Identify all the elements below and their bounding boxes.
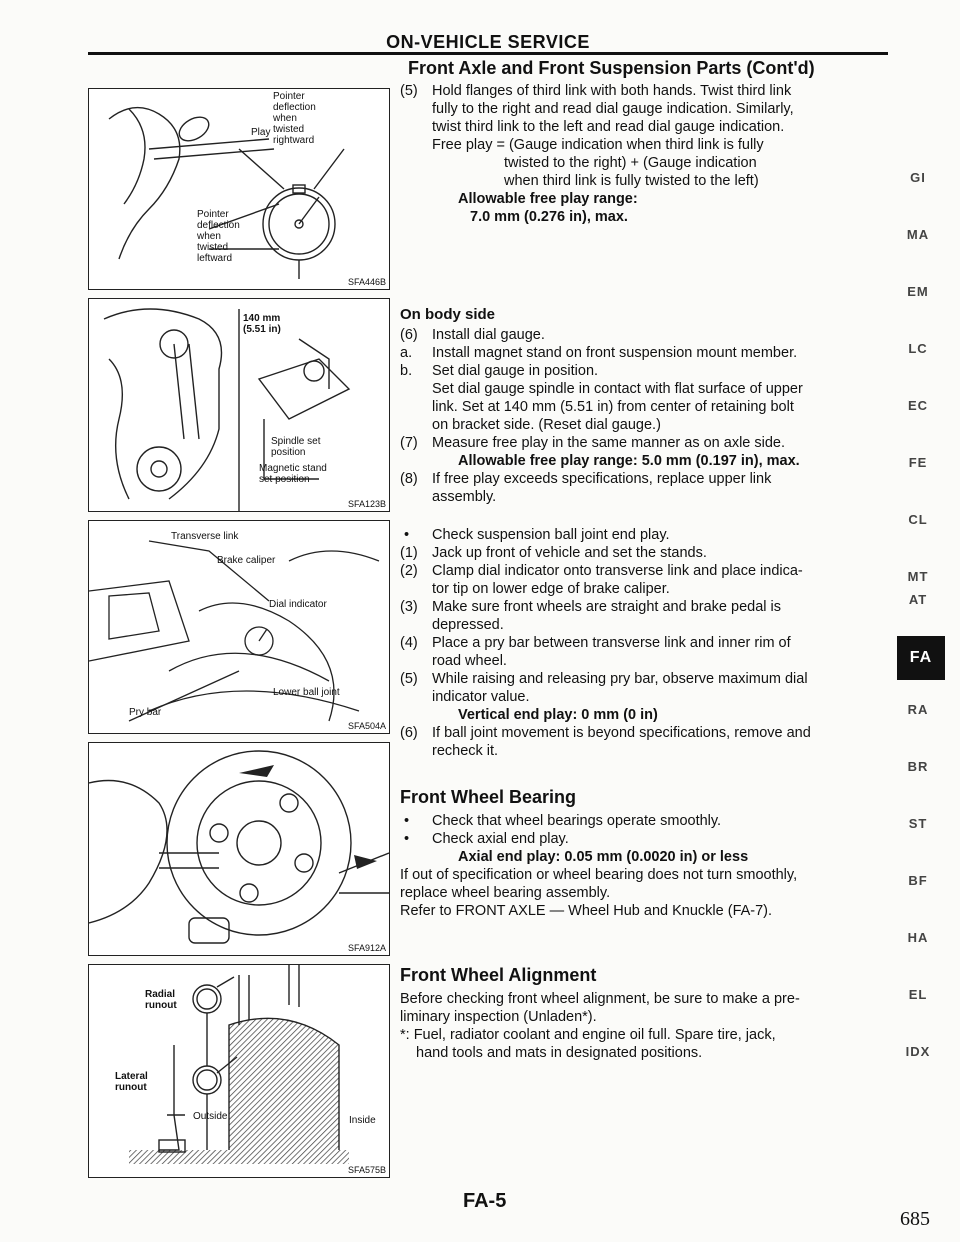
formula-line: when third link is fully twisted to the left) bbox=[504, 173, 759, 189]
label-text: deflection bbox=[273, 102, 316, 113]
label-spindle bbox=[271, 436, 320, 458]
text-line: assembly. bbox=[432, 489, 497, 505]
step-number: (8) bbox=[400, 471, 418, 487]
step-5-axle-side bbox=[400, 82, 892, 226]
text-line: Set dial gauge spindle in contact with flat surface of upper bbox=[432, 381, 803, 397]
label-pry-bar: Pry bar bbox=[129, 707, 162, 718]
label-text: Pointer bbox=[197, 209, 229, 220]
step-number: (7) bbox=[400, 435, 418, 451]
ball-joint-section bbox=[400, 526, 892, 760]
figure-illustration bbox=[89, 299, 389, 511]
step-number: (1) bbox=[400, 545, 418, 561]
label-text: Radial bbox=[145, 989, 176, 1000]
label-inside: Inside bbox=[349, 1115, 376, 1126]
label-outside: Outside bbox=[193, 1111, 228, 1122]
sidetab-st[interactable]: ST bbox=[908, 816, 928, 831]
figure-code: SFA575B bbox=[347, 1165, 386, 1175]
label-radial-runout bbox=[145, 989, 177, 1011]
sidetab-cl[interactable]: CL bbox=[908, 512, 928, 527]
label-text: leftward bbox=[197, 253, 233, 264]
spec-value: Vertical end play: 0 mm (0 in) bbox=[458, 707, 658, 723]
label-text: Pointer bbox=[273, 91, 305, 102]
label-lateral-runout bbox=[115, 1071, 148, 1093]
formula-line: twisted to the right) + (Gauge indication bbox=[504, 155, 757, 171]
spec-label: Allowable free play range: bbox=[458, 191, 638, 207]
step-number: (3) bbox=[400, 599, 418, 615]
label-transverse-link: Transverse link bbox=[171, 531, 239, 542]
text-line: twist third link to the left and read dial gauge indication. bbox=[432, 119, 785, 135]
bullet: • bbox=[404, 831, 410, 847]
label-text: Magnetic stand bbox=[259, 463, 327, 474]
text-line: road wheel. bbox=[432, 653, 507, 669]
figure-free-play-gauge bbox=[88, 88, 390, 290]
sidetab-em[interactable]: EM bbox=[907, 284, 929, 299]
figure-ball-joint-check bbox=[88, 520, 390, 734]
text-line: Check axial end play. bbox=[432, 831, 569, 847]
figure-tire-runout bbox=[88, 964, 390, 1178]
step-number: (6) bbox=[400, 725, 418, 741]
text-line: tor tip on lower edge of brake caliper. bbox=[432, 581, 670, 597]
label-dimension bbox=[243, 313, 281, 335]
label-text: runout bbox=[115, 1082, 147, 1093]
label-pointer-right bbox=[273, 91, 316, 146]
section-heading: Front Wheel Bearing bbox=[400, 787, 577, 807]
text-line: Install magnet stand on front suspension mount member. bbox=[432, 345, 798, 361]
text-line: fully to the right and read dial gauge indication. Similarly, bbox=[432, 101, 794, 117]
figure-illustration bbox=[89, 521, 389, 733]
label-text: Spindle set bbox=[271, 436, 321, 447]
text-line: hand tools and mats in designated positions. bbox=[416, 1045, 703, 1061]
sidetab-bf[interactable]: BF bbox=[908, 873, 928, 888]
label-brake-caliper: Brake caliper bbox=[217, 555, 276, 566]
subsection-title: On body side bbox=[400, 306, 496, 323]
label-text: when bbox=[197, 231, 221, 242]
text-line: Measure free play in the same manner as on axle side. bbox=[432, 435, 786, 451]
figure-illustration bbox=[89, 743, 389, 955]
step-number: a. bbox=[400, 345, 413, 361]
figure-code: SFA123B bbox=[347, 499, 386, 509]
step-number: (2) bbox=[400, 563, 418, 579]
text-line: Check suspension ball joint end play. bbox=[432, 527, 670, 543]
header-rule bbox=[88, 52, 888, 55]
text-line: If out of specification or wheel bearing does not turn smoothly, bbox=[400, 867, 798, 883]
sidetab-lc[interactable]: LC bbox=[908, 341, 928, 356]
sidetab-mt[interactable]: MT bbox=[907, 569, 929, 584]
text-line: depressed. bbox=[432, 617, 504, 633]
text-line: If free play exceeds specifications, replace upper link bbox=[432, 471, 772, 487]
front-wheel-alignment-section bbox=[400, 966, 892, 1062]
label-text: when bbox=[273, 113, 297, 124]
text-line: liminary inspection (Unladen*). bbox=[400, 1009, 597, 1025]
label-text: set position bbox=[259, 474, 310, 485]
sidetab-ma[interactable]: MA bbox=[906, 227, 930, 242]
step-number: (5) bbox=[400, 83, 418, 99]
label-pointer-left bbox=[197, 209, 240, 264]
figure-wheel-hub bbox=[88, 742, 390, 956]
text-line: Check that wheel bearings operate smoothly. bbox=[432, 813, 722, 829]
text-line: replace wheel bearing assembly. bbox=[400, 885, 611, 901]
page-header-title: ON-VEHICLE SERVICE bbox=[386, 32, 590, 52]
sidetab-ra[interactable]: RA bbox=[907, 702, 929, 717]
figure-code: SFA446B bbox=[347, 277, 386, 287]
figure-code: SFA504A bbox=[347, 721, 386, 731]
sidetab-fe[interactable]: FE bbox=[908, 455, 928, 470]
sidetab-gi[interactable]: GI bbox=[910, 170, 926, 185]
step-number: b. bbox=[400, 363, 413, 379]
footer-page-code: FA-5 bbox=[463, 1190, 507, 1212]
label-text: (5.51 in) bbox=[243, 324, 281, 335]
section-title: Front Axle and Front Suspension Parts (Cont'd) bbox=[408, 58, 815, 78]
spec-value: Allowable free play range: 5.0 mm (0.197 in), max. bbox=[458, 453, 800, 469]
text-line: indicator value. bbox=[432, 689, 530, 705]
text-line: link. Set at 140 mm (5.51 in) from center of retaining bolt bbox=[432, 399, 794, 415]
label-text: 140 mm bbox=[243, 313, 281, 324]
text-line: Free play = (Gauge indication when third link is fully bbox=[432, 137, 764, 153]
sidetab-br[interactable]: BR bbox=[907, 759, 929, 774]
text-line: *: Fuel, radiator coolant and engine oil full. Spare tire, jack, bbox=[400, 1027, 776, 1043]
label-lower-ball-joint: Lower ball joint bbox=[273, 687, 340, 698]
front-wheel-bearing-section bbox=[400, 788, 892, 920]
text-line: Set dial gauge in position. bbox=[432, 363, 599, 379]
label-text: twisted bbox=[197, 242, 229, 253]
sidetab-at[interactable]: AT bbox=[908, 592, 928, 607]
spec-value: Axial end play: 0.05 mm (0.0020 in) or less bbox=[458, 849, 749, 865]
text-line: Refer to FRONT AXLE — Wheel Hub and Knuckle (FA-7). bbox=[400, 903, 773, 919]
step-number: (4) bbox=[400, 635, 418, 651]
label-text: position bbox=[271, 447, 306, 458]
label-text: twisted bbox=[273, 124, 305, 135]
label-dial-indicator: Dial indicator bbox=[269, 599, 327, 610]
label-text: rightward bbox=[273, 135, 315, 146]
text-line: Clamp dial indicator onto transverse link and place indica- bbox=[432, 563, 803, 579]
text-line: While raising and releasing pry bar, observe maximum dial bbox=[432, 671, 808, 687]
sidetab-idx[interactable]: IDX bbox=[905, 1044, 931, 1059]
text-line: on bracket side. (Reset dial gauge.) bbox=[432, 417, 661, 433]
page-number: 685 bbox=[900, 1208, 930, 1230]
body-side-section bbox=[400, 306, 892, 506]
section-heading: Front Wheel Alignment bbox=[400, 965, 597, 985]
label-text: runout bbox=[145, 1000, 177, 1011]
label-play: Play bbox=[251, 127, 271, 138]
text-line: Jack up front of vehicle and set the stands. bbox=[432, 545, 707, 561]
text-line: Hold flanges of third link with both hands. Twist third link bbox=[432, 83, 792, 99]
figure-code: SFA912A bbox=[347, 943, 386, 953]
figure-dial-gauge-setup bbox=[88, 298, 390, 512]
text-line: Make sure front wheels are straight and brake pedal is bbox=[432, 599, 781, 615]
spec-value: 7.0 mm (0.276 in), max. bbox=[470, 209, 628, 225]
text-line: Before checking front wheel alignment, be sure to make a pre- bbox=[400, 991, 800, 1007]
sidetab-ec[interactable]: EC bbox=[907, 398, 929, 413]
text-line: Install dial gauge. bbox=[432, 327, 545, 343]
label-text: Lateral bbox=[115, 1071, 148, 1082]
bullet: • bbox=[404, 813, 410, 829]
sidetab-ha[interactable]: HA bbox=[907, 930, 929, 945]
text-line: If ball joint movement is beyond specifications, remove and bbox=[432, 725, 811, 741]
step-number: (5) bbox=[400, 671, 418, 687]
label-magnetic-stand bbox=[259, 463, 327, 485]
bullet: • bbox=[404, 527, 410, 543]
text-line: recheck it. bbox=[432, 743, 499, 759]
sidetab-fa[interactable]: FA bbox=[897, 636, 945, 680]
step-number: (6) bbox=[400, 327, 418, 343]
text-line: Place a pry bar between transverse link and inner rim of bbox=[432, 635, 791, 651]
sidetab-el[interactable]: EL bbox=[908, 987, 928, 1002]
label-text: deflection bbox=[197, 220, 240, 231]
